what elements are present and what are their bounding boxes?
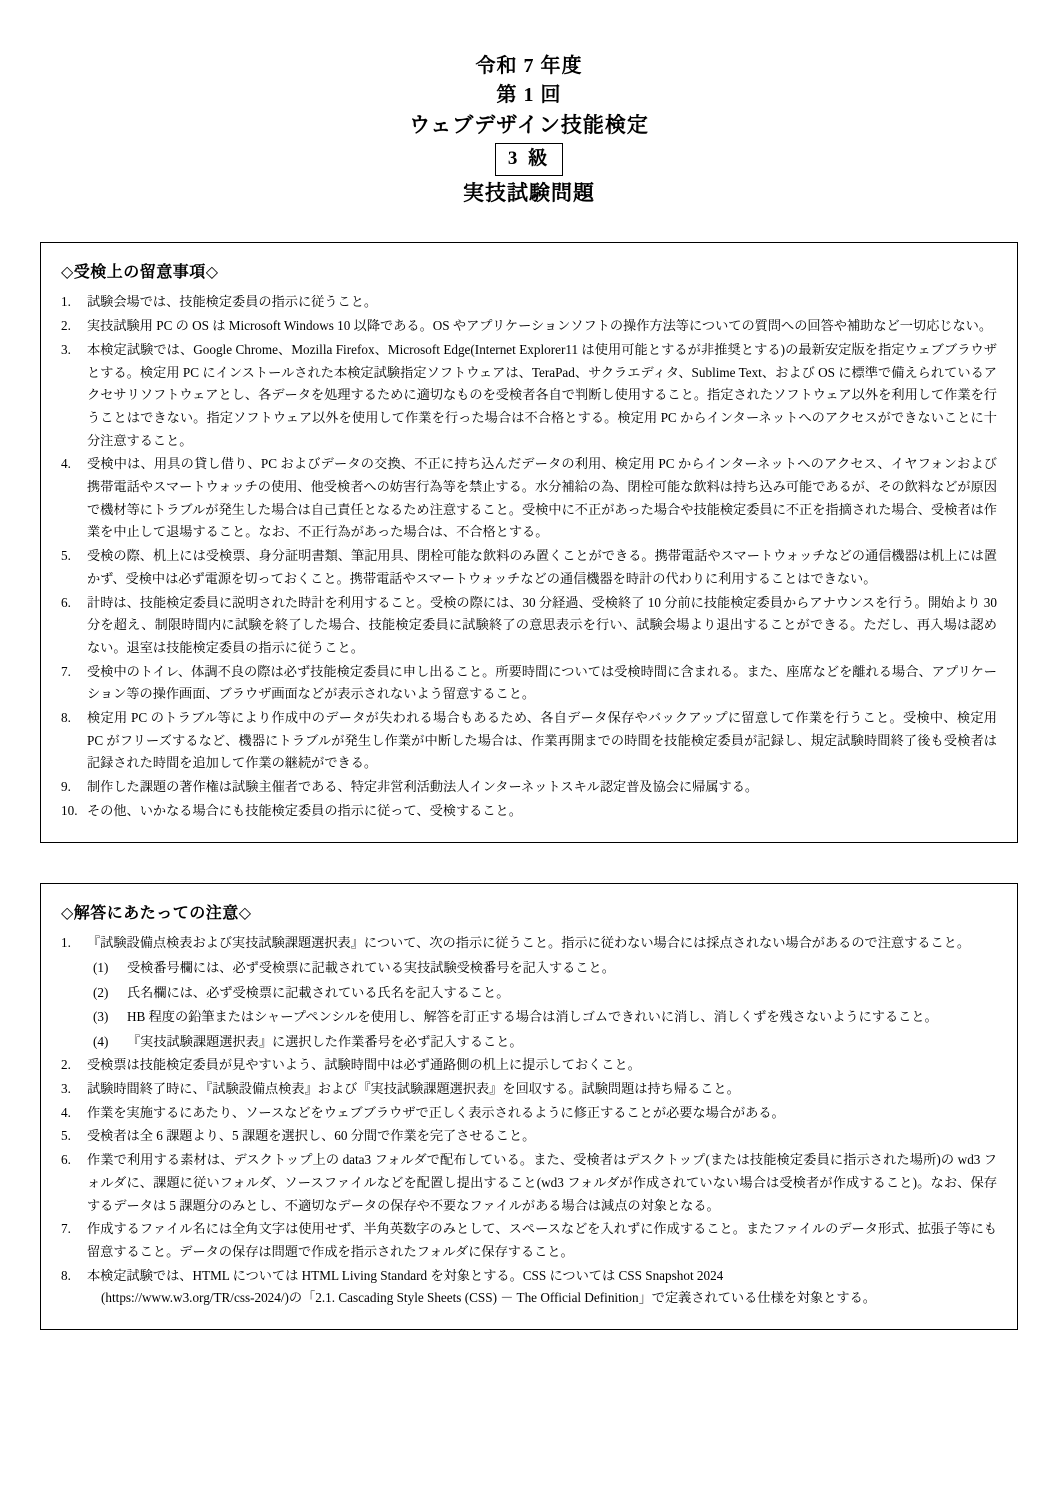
sub-list-text: HB 程度の鉛筆またはシャープペンシルを使用し、解答を訂正する場合は消しゴムできれいに消し、消しくずを残さないようにすること。	[127, 1009, 938, 1025]
list-item	[61, 1265, 997, 1310]
list-marker: 6.	[61, 1152, 71, 1168]
list-text: 受検者は全 6 課題より、5 課題を選択し、60 分間で作業を完了させること。	[87, 1128, 536, 1144]
grade-wrapper	[40, 143, 1018, 176]
list-item	[61, 339, 997, 453]
sub-list-marker: (2)	[93, 984, 109, 1000]
list-item	[61, 932, 997, 1054]
notes-section-heading: ◇受検上の留意事項◇	[61, 264, 219, 282]
list-item	[61, 800, 997, 823]
sub-list-text: 受検番号欄には、必ず受検票に記載されている実技試験受検番号を記入すること。	[127, 960, 615, 976]
list-marker: 10.	[61, 802, 78, 818]
list-text: 本検定試験では、HTML については HTML Living Standard を対象とする。CSS については CSS Snapshot 2024	[87, 1267, 724, 1283]
list-text: 受検の際、机上には受検票、身分証明書類、筆記用具、閉栓可能な飲料のみ置くことができる。携帯電話やスマートウォッチなどの通信機器は机上には置かず、受検中は必ず電源を切っておくこと。携帯電話やスマートウォッチなどの通信機器を時計の代わりに利用することはできない。	[87, 548, 997, 586]
list-text: 『試験設備点検表および実技試験課題選択表』について、次の指示に従うこと。指示に従わない場合には採点されない場合があるので注意すること。	[87, 934, 971, 950]
list-item	[61, 1149, 997, 1217]
answer-section-heading: ◇解答にあたっての注意◇	[61, 904, 252, 922]
sub-list-item	[87, 1005, 997, 1029]
sub-list-marker: (1)	[93, 960, 109, 976]
title-paper-type: 実技試験問題	[463, 180, 595, 205]
list-text: 検定用 PC のトラブル等により作成中のデータが失われる場合もあるため、各自データ保存やバックアップに留意して作業を行うこと。受検中、検定用 PC がフリーズするなど、機器にトラブルが発生し作業が中断した場合は、作業再開までの時間を技能検定委員が記録し、規定試験時間終了後も受検者は記録された時間を追加して作業の継続ができる。	[87, 710, 997, 771]
list-item	[61, 1218, 997, 1263]
list-item	[61, 707, 997, 775]
list-item	[61, 315, 997, 338]
sub-list-marker: (3)	[93, 1009, 109, 1025]
notes-list	[61, 291, 997, 822]
sub-list	[87, 956, 997, 1053]
list-item	[61, 291, 997, 314]
list-marker: 1.	[61, 294, 71, 310]
sub-list-marker: (4)	[93, 1033, 109, 1049]
list-marker: 5.	[61, 548, 71, 564]
list-marker: 3.	[61, 1081, 71, 1096]
list-marker: 2.	[61, 318, 71, 334]
sub-list-text: 『実技試験課題選択表』に選択した作業番号を必ず記入すること。	[127, 1033, 523, 1049]
title-year: 令和 7 年度	[475, 55, 583, 77]
list-text: 試験会場では、技能検定委員の指示に従うこと。	[87, 294, 378, 310]
list-marker: 4.	[61, 1104, 71, 1120]
notes-section	[40, 242, 1018, 842]
list-marker: 9.	[61, 779, 71, 795]
list-text: 本検定試験では、Google Chrome、Mozilla Firefox、Microsoft Edge(Internet Explorer11 は使用可能とするが非推奨とする)の最新安定版を指定ウェブブラウザとする。検定用 PC にインストールされた本検定試験指定ソフトウェアは、TeraPad、サクラエディタ、Sublime Text、および OS に標準で備えられているアクセサリソフトウェアとし、各データを処理するために適切なものを受検者各自で判断し使用すること。指定されたソフトウェア以外を利用して作業を行うことはできない。指定ソフトウェア以外を使用して作業を行った場合は不合格とする。検定用 PC からインターネットへのアクセスができないことに十分注意すること。	[87, 341, 997, 448]
list-text: 受検票は技能検定委員が見やすいよう、試験時間中は必ず通路側の机上に提示しておくこと。	[87, 1057, 641, 1073]
list-text: 実技試験用 PC の OS は Microsoft Windows 10 以降である。OS やアプリケーションソフトの操作方法等についての質問への回答や補助など一切応じない。	[87, 318, 993, 334]
list-item	[61, 592, 997, 660]
list-text: 作業を実施するにあたり、ソースなどをウェブブラウザで正しく表示されるように修正することが必要な場合がある。	[87, 1104, 785, 1120]
title-session: 第 1 回	[496, 84, 562, 106]
list-text: 計時は、技能検定委員に説明された時計を利用すること。受検の際には、30 分経過、受検終了 10 分前に技能検定委員からアナウンスを行う。開始より 30 分を超え、制限時間内に試験を終了した場合、技能検定委員に試験終了の意思表示を行い、試験会場より退出することができる。ただし、再入場は認めない。退室は技能検定委員の指示に従うこと。	[87, 594, 997, 655]
list-item	[61, 776, 997, 799]
answer-section	[40, 883, 1018, 1330]
list-item	[61, 1054, 997, 1077]
list-marker: 1.	[61, 934, 71, 950]
list-text: その他、いかなる場合にも技能検定委員の指示に従って、受検すること。	[87, 802, 522, 818]
list-text: 試験時間終了時に、『試験設備点検表』および『実技試験課題選択表』を回収する。試験問題は持ち帰ること。	[87, 1081, 740, 1096]
list-marker: 8.	[61, 1267, 71, 1283]
list-marker: 8.	[61, 710, 71, 726]
document-title-block	[40, 52, 1018, 208]
list-marker: 2.	[61, 1057, 71, 1073]
sub-list-item	[87, 981, 997, 1005]
list-marker: 5.	[61, 1128, 71, 1144]
list-marker: 7.	[61, 663, 71, 679]
list-text: 作業で利用する素材は、デスクトップ上の data3 フォルダで配布している。また、受検者はデスクトップ(または技能検定委員に指示された場所)の wd3 フォルダに、課題に従いフォルダ、ソースファイルなどを配置し提出すること(wd3 フォルダが作成されていない場合は受検者が作成すること)。なお、保存するデータは 5 課題分のみとし、不適切なデータの保存や不要なファイルがある場合は減点の対象となる。	[87, 1152, 997, 1213]
list-text: 制作した課題の著作権は試験主催者である、特定非営利活動法人インターネットスキル認定普及協会に帰属する。	[87, 779, 759, 795]
list-item	[61, 453, 997, 544]
list-item	[61, 1125, 997, 1148]
list-marker: 6.	[61, 594, 71, 610]
list-item	[61, 1078, 997, 1101]
answer-list	[61, 932, 997, 1310]
list-marker: 4.	[61, 456, 71, 472]
list-marker: 3.	[61, 341, 71, 357]
list-item	[61, 1102, 997, 1125]
sub-list-item	[87, 1030, 997, 1054]
list-text-continuation: (https://www.w3.org/TR/css-2024/)の「2.1. Cascading Style Sheets (CSS) － The Official Definition」で定義されている仕様を対象とする。	[101, 1290, 876, 1306]
list-text: 受検中は、用具の貸し借り、PC およびデータの交換、不正に持ち込んだデータの利用、検定用 PC からインターネットへのアクセス、イヤフォンおよび携帯電話やスマートウォッチの使用、他受検者への妨害行為等を禁止する。水分補給の為、閉栓可能な飲料は持ち込み可能であるが、その飲料などが原因で機材等にトラブルが発生した場合は自己責任となるため注意すること。受検中に不正があった場合や技能検定委員に不正を指摘された場合、受検者は作業を中止して退場すること。なお、不正行為があった場合は、不合格とする。	[87, 456, 997, 540]
list-item	[61, 661, 997, 706]
list-text: 受検中のトイレ、体調不良の際は必ず技能検定委員に申し出ること。所要時間については受検時間に含まれる。また、座席などを離れる場合、アプリケーション等の操作画面、ブラウザ画面などが表示されないよう留意すること。	[87, 663, 997, 702]
title-exam-name: ウェブデザイン技能検定	[409, 113, 649, 137]
list-text: 作成するファイル名には全角文字は使用せず、半角英数字のみとして、スペースなどを入れずに作成すること。またファイルのデータ形式、拡張子等にも留意すること。データの保存は問題で作成を指示されたフォルダに保存すること。	[87, 1221, 997, 1259]
sub-list-item	[87, 956, 997, 980]
list-item	[61, 545, 997, 590]
sub-list-text: 氏名欄には、必ず受検票に記載されている氏名を記入すること。	[127, 984, 510, 1000]
grade-badge: 3 級	[495, 143, 563, 176]
list-marker: 7.	[61, 1221, 71, 1237]
